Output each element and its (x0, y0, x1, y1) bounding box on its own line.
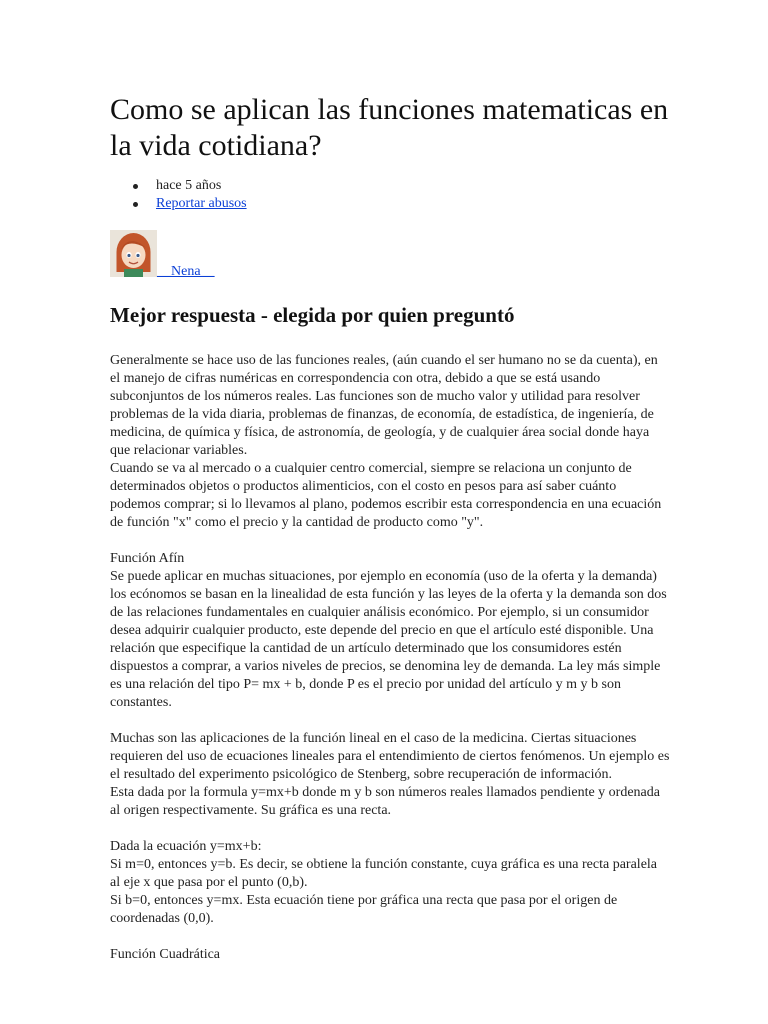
answer-paragraph: Esta dada por la formula y=mx+b donde m y b son números reales llamados pendiente y ordenada al origen respectivamente. Su gráfica es una recta. (110, 785, 660, 818)
answer-subheading: Función Afín (110, 551, 185, 566)
author-block (110, 230, 670, 280)
paragraph-gap (110, 928, 670, 946)
question-meta-list (110, 177, 670, 213)
question-title: Como se aplican las funciones matematicas en la vida cotidiana? (110, 93, 669, 162)
question-age: hace 5 años (110, 177, 670, 195)
answer-paragraph: Se puede aplicar en muchas situaciones, por ejemplo en economía (uso de la oferta y la demanda) los ecónomos se basan en la linealidad de esta función y las leyes de la oferta y la demanda son dos de las relaciones fundamentales en cualquier análisis económico. Por ejemplo, si un consumidor desea adquirir cualquier producto, este depende del precio en que el artículo esté disponible. Una relación que especifique la cantidad de un artículo determinado que los consumidores estén dispuestos a comprar, a varios niveles de precios, se denomina ley de demanda. La ley más simple es una relación del tipo P= mx + b, donde P es el precio por unidad del artículo y m y b son constantes. (110, 569, 667, 710)
answer-paragraph: Generalmente se hace uso de las funciones reales, (aún cuando el ser humano no se da cuenta), en el manejo de cifras numéricas en correspondencia con otra, debido a que se está usando subconjuntos de los números reales. Las funciones son de mucho valor y utilidad para resolver problemas de la vida diaria, problemas de finanzas, de economía, de estadística, de ingeniería, de medicina, de química y física, de astronomía, de geología, y de cualquier área social donde haya que relacionar variables. (110, 353, 658, 458)
author-name-link[interactable]: __Nena__ (157, 264, 215, 279)
answer-paragraph: Si m=0, entonces y=b. Es decir, se obtiene la función constante, cuya gráfica es una recta paralela al eje x que pasa por el punto (0,b). (110, 857, 658, 890)
report-abuse-item (110, 195, 670, 213)
answer-paragraph: Muchas son las aplicaciones de la función lineal en el caso de la medicina. Ciertas situaciones requieren del uso de ecuaciones lineales para el entendimiento de ciertos fenómenos. Un ejemplo es el resultado del experimento psicológico de Stenberg, sobre recuperación de información. (110, 731, 670, 782)
report-abuse-link[interactable]: Reportar abusos (156, 196, 247, 211)
paragraph-gap (110, 712, 670, 730)
answer-subheading: Función Cuadrática (110, 947, 221, 962)
answer-body (110, 352, 670, 964)
answer-paragraph: Si b=0, entonces y=mx. Esta ecuación tiene por gráfica una recta que pasa por el origen de coordenadas (0,0). (110, 893, 618, 926)
paragraph-gap (110, 532, 670, 550)
best-answer-heading: Mejor respuesta - elegida por quien preguntó (110, 303, 515, 327)
paragraph-gap (110, 820, 670, 838)
answer-paragraph: Dada la ecuación y=mx+b: (110, 839, 262, 854)
avatar-icon[interactable] (110, 230, 157, 277)
answer-paragraph: Cuando se va al mercado o a cualquier centro comercial, siempre se relaciona un conjunto de determinados objetos o productos alimenticios, con el costo en pesos para así saber cuánto podemos comprar; si lo llevamos al plano, podemos escribir esta correspondencia en una ecuación de función "x" como el precio y la cantidad de producto como "y". (110, 461, 662, 530)
